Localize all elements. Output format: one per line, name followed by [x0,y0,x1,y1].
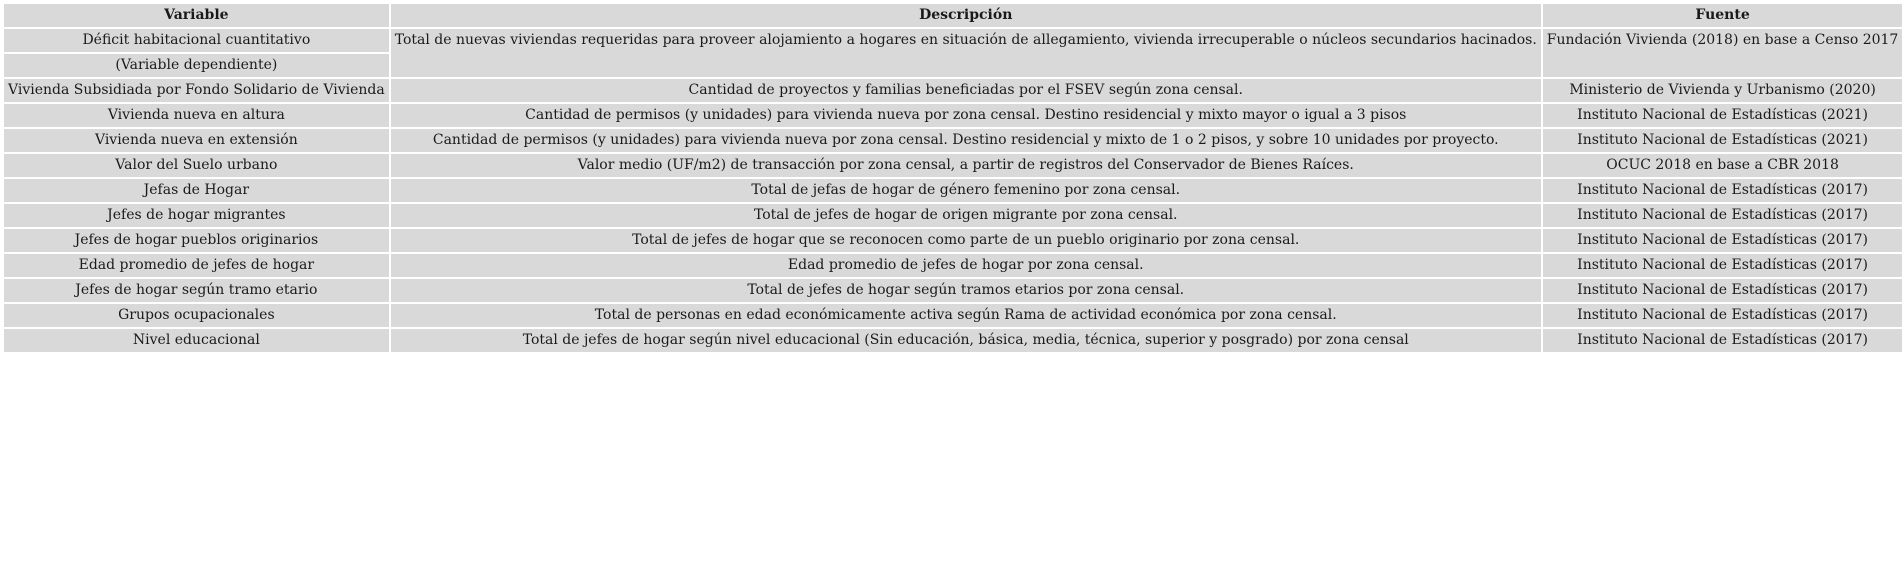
header-row [4,4,1902,27]
header-description: Descripción [391,4,1541,27]
cell-source: Instituto Nacional de Estadísticas (2017) [1543,329,1903,352]
table-row [4,304,1902,327]
cell-description: Cantidad de proyectos y familias beneficiadas por el FSEV según zona censal. [391,79,1541,102]
table-row [4,104,1902,127]
table-row [4,279,1902,302]
cell-variable: Jefes de hogar migrantes [4,204,389,227]
cell-source: Fundación Vivienda (2018) en base a Censo 2017 [1543,29,1903,77]
cell-variable: Vivienda nueva en extensión [4,129,389,152]
cell-variable: Grupos ocupacionales [4,304,389,327]
table-row [4,329,1902,352]
cell-source: OCUC 2018 en base a CBR 2018 [1543,154,1903,177]
cell-source: Ministerio de Vivienda y Urbanismo (2020) [1543,79,1903,102]
cell-variable: Jefes de hogar según tramo etario [4,279,389,302]
cell-variable: Jefas de Hogar [4,179,389,202]
cell-description: Total de jefes de hogar según tramos etarios por zona censal. [391,279,1541,302]
cell-variable-note: (Variable dependiente) [4,54,389,77]
cell-variable: Valor del Suelo urbano [4,154,389,177]
cell-description: Total de jefes de hogar según nivel educacional (Sin educación, básica, media, técnica, superior y posgrado) por zona censal [391,329,1541,352]
cell-description: Total de nuevas viviendas requeridas para proveer alojamiento a hogares en situación de allegamiento, vivienda irrecuperable o núcleos secundarios hacinados. [391,29,1541,77]
cell-description: Edad promedio de jefes de hogar por zona censal. [391,254,1541,277]
cell-source: Instituto Nacional de Estadísticas (2017) [1543,179,1903,202]
cell-variable: Vivienda nueva en altura [4,104,389,127]
header-variable: Variable [4,4,389,27]
cell-variable: Edad promedio de jefes de hogar [4,254,389,277]
table-row [4,204,1902,227]
cell-source: Instituto Nacional de Estadísticas (2021) [1543,104,1903,127]
cell-source: Instituto Nacional de Estadísticas (2017) [1543,254,1903,277]
cell-source: Instituto Nacional de Estadísticas (2017) [1543,279,1903,302]
table-row [4,229,1902,252]
table-row [4,129,1902,152]
header-source: Fuente [1543,4,1903,27]
cell-description: Total de personas en edad económicamente activa según Rama de actividad económica por zona censal. [391,304,1541,327]
cell-description: Total de jefes de hogar de origen migrante por zona censal. [391,204,1541,227]
cell-description: Cantidad de permisos (y unidades) para vivienda nueva por zona censal. Destino residencial y mixto mayor o igual a 3 pisos [391,104,1541,127]
table-row [4,254,1902,277]
table-row-deficit [4,29,1902,52]
cell-description: Total de jefas de hogar de género femenino por zona censal. [391,179,1541,202]
table-row [4,79,1902,102]
cell-variable: Nivel educacional [4,329,389,352]
cell-variable: Jefes de hogar pueblos originarios [4,229,389,252]
cell-description: Cantidad de permisos (y unidades) para vivienda nueva por zona censal. Destino residencial y mixto de 1 o 2 pisos, y sobre 10 unidades por proyecto. [391,129,1541,152]
cell-source: Instituto Nacional de Estadísticas (2017) [1543,204,1903,227]
table-row [4,179,1902,202]
variables-table [2,2,1904,354]
cell-source: Instituto Nacional de Estadísticas (2021) [1543,129,1903,152]
cell-variable: Vivienda Subsidiada por Fondo Solidario de Vivienda [4,79,389,102]
cell-variable: Déficit habitacional cuantitativo [4,29,389,52]
cell-description: Valor medio (UF/m2) de transacción por zona censal, a partir de registros del Conservador de Bienes Raíces. [391,154,1541,177]
cell-source: Instituto Nacional de Estadísticas (2017) [1543,229,1903,252]
cell-source: Instituto Nacional de Estadísticas (2017) [1543,304,1903,327]
cell-description: Total de jefes de hogar que se reconocen como parte de un pueblo originario por zona censal. [391,229,1541,252]
table-row [4,154,1902,177]
table-body [4,79,1902,352]
